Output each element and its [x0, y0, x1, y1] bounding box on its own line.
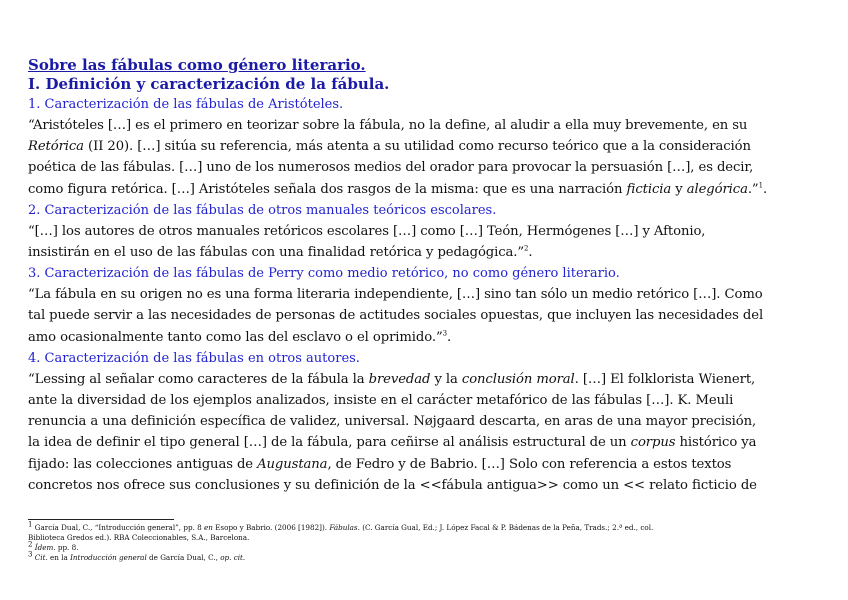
section-heading: I. Definición y caracterización de la fábula.: [28, 75, 390, 93]
footnote: $^1$ García Dual, C., “Introducción general”, pp. 8 en Esopo y Babrio. (2006 [1982]). Fábulas. (C. García Gual, Ed.; J. López Facal & P. Bádenas de la Peña, Trads.; 2.ª ed., col.: [28, 520, 654, 532]
text-line: insistirán en el uso de las fábulas con una finalidad retórica y pedagógica.”$^2$.: [28, 244, 533, 261]
text-line: “Aristóteles […] es el primero en teorizar sobre la fábula, no la define, al aludir a ella muy brevemente, en su: [28, 118, 748, 133]
section-block: [28, 349, 823, 496]
footnote: $^2$ Ídem. pp. 8.: [28, 540, 79, 552]
text-line: como figura retórica. […] Aristóteles señala dos rasgos de la misma: que es una narración ficticia y alegórica.”$^1$.: [28, 181, 768, 197]
text-line: poética de las fábulas. […] uno de los numerosos medios del orador para provocar la persuasión […], es decir,: [28, 160, 754, 176]
quote-paragraph: [28, 221, 823, 263]
footnote-ref: 2: [524, 244, 529, 253]
quote-paragraph: [28, 284, 823, 348]
text-line: la idea de definir el tipo general […] de la fábula, para ceñirse al análisis estructural de un corpus histórico ya: [28, 435, 757, 451]
text-line: amo ocasionalmente tanto como las del esclavo o el oprimido.”$^3$.: [28, 329, 452, 345]
footnote-ref: 3: [442, 329, 447, 338]
section-block: [28, 201, 823, 263]
quote-paragraph: [28, 115, 823, 200]
text-line: Retórica (II 20). […] sitúa su referencia, más atenta a su utilidad como recurso teórico que a la consideración: [28, 139, 751, 155]
footnote-separator: [28, 519, 174, 520]
document-page: [28, 56, 823, 496]
text-line: “La fábula en su origen no es una forma literaria independiente, […] sino tan sólo un medio retórico […]. Como: [28, 287, 763, 303]
text-line: ante la diversidad de los ejemplos analizados, insiste en el carácter metafórico de las fábulas […]. K. Meuli: [28, 393, 734, 409]
subsection-heading: 2. Caracterización de las fábulas de otros manuales teóricos escolares.: [28, 202, 497, 218]
footnote-ref: 1: [758, 181, 763, 190]
document-title: Sobre las fábulas como género literario.: [28, 56, 366, 74]
text-line: tal puede servir a las necesidades de personas de actitudes sociales opuestas, que incluyen las necesidades del: [28, 308, 764, 324]
footnote: $^3$ Cit. en la Introducción general de García Dual, C., op. cit.: [28, 550, 246, 562]
section-block: [28, 264, 823, 348]
subsection-heading: 1. Caracterización de las fábulas de Aristóteles.: [28, 97, 344, 112]
text-line: renuncia a una definición específica de validez, universal. Nøjgaard descarta, en aras de una mayor precisión,: [28, 414, 757, 430]
text-line: fijado: las colecciones antiguas de Augustana, de Fedro y de Babrio. […] Solo con referencia a estos textos: [28, 456, 732, 472]
text-line: concretos nos ofrece sus conclusiones y su definición de la <<fábula antigua>> como un << relato ficticio de: [28, 477, 757, 493]
quote-paragraph: [28, 369, 823, 496]
footnote: Biblioteca Gredos ed.). RBA Coleccionables, S.A., Barcelona.: [28, 533, 250, 542]
footnotes: [28, 520, 828, 563]
subsection-heading: 4. Caracterización de las fábulas en otros autores.: [28, 350, 360, 366]
text-line: “[…] los autores de otros manuales retóricos escolares […] como […] Teón, Hermógenes […] y Aftonio,: [28, 223, 706, 239]
subsection-heading: 3. Caracterización de las fábulas de Perry como medio retórico, no como género literario.: [28, 266, 620, 282]
section-block: [28, 95, 823, 200]
text-line: “Lessing al señalar como caracteres de la fábula la brevedad y la conclusión moral. […] El folklorista Wienert,: [28, 371, 756, 387]
